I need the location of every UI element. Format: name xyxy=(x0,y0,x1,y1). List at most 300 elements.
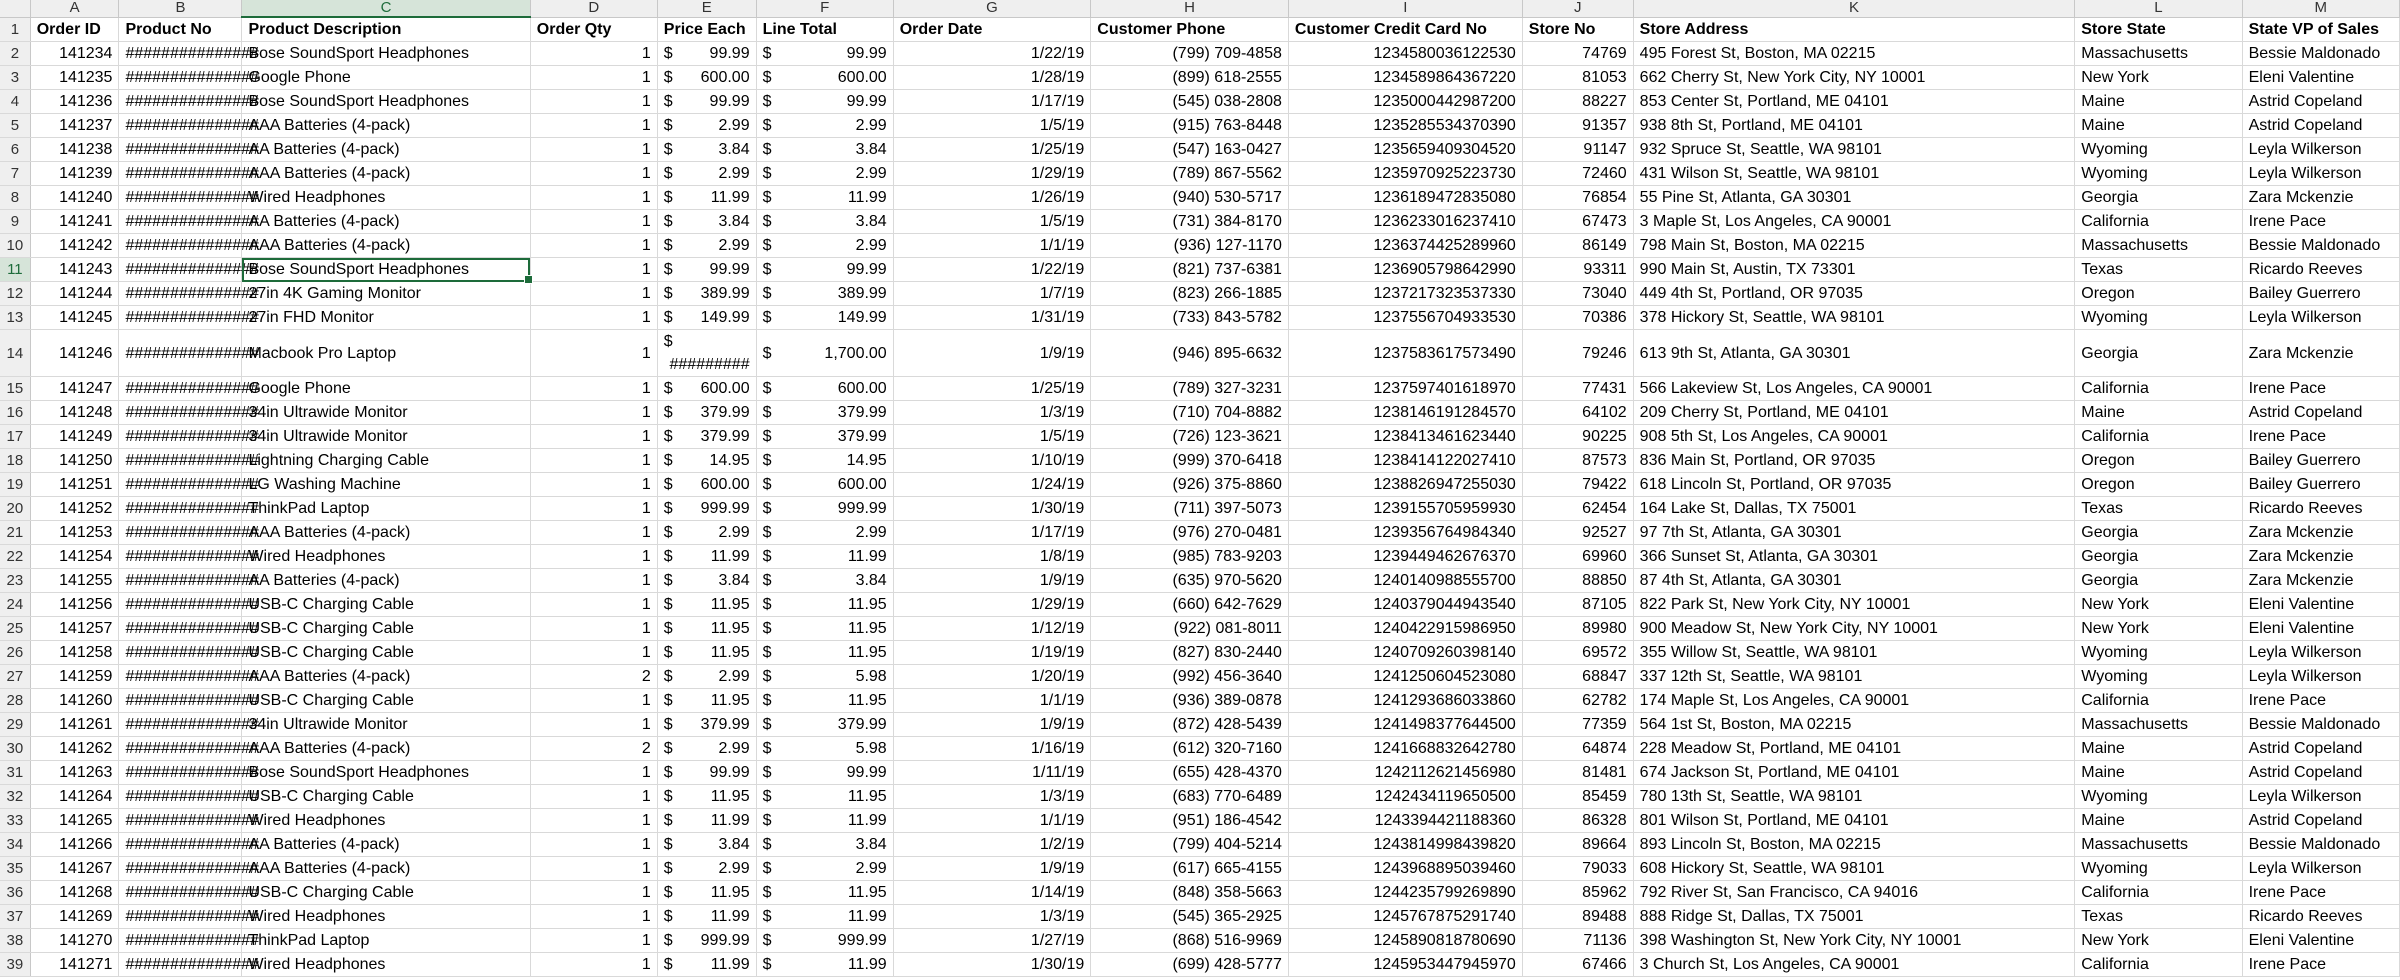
cell-order-qty[interactable]: 1 xyxy=(530,857,657,881)
row-header-14[interactable]: 14 xyxy=(0,330,30,377)
cell-customer-phone[interactable]: (922) 081-8011 xyxy=(1091,617,1289,641)
cell-store-no[interactable]: 88227 xyxy=(1522,90,1633,114)
cell-product-description[interactable]: Bose SoundSport Headphones xyxy=(242,42,530,66)
row-header-28[interactable]: 28 xyxy=(0,689,30,713)
row-header-34[interactable]: 34 xyxy=(0,833,30,857)
cell-customer-phone[interactable]: (868) 516-9969 xyxy=(1091,929,1289,953)
cell-line-total[interactable]: $ 11.95 xyxy=(756,617,893,641)
cell-store-no[interactable]: 69572 xyxy=(1522,641,1633,665)
cell-product-description[interactable]: USB-C Charging Cable xyxy=(242,881,530,905)
cell-credit-card-no[interactable]: 1240379044943540 xyxy=(1288,593,1522,617)
row-header-13[interactable]: 13 xyxy=(0,306,30,330)
column-header-k[interactable]: K xyxy=(1633,0,2075,17)
cell-store-no[interactable]: 88850 xyxy=(1522,569,1633,593)
column-header-c[interactable]: C xyxy=(242,0,530,17)
cell-product-no[interactable]: ############### xyxy=(119,761,242,785)
cell-credit-card-no[interactable]: 1236374425289960 xyxy=(1288,234,1522,258)
column-header-m[interactable]: M xyxy=(2242,0,2399,17)
cell-customer-phone[interactable]: (821) 737-6381 xyxy=(1091,258,1289,282)
cell-product-no[interactable]: ############### xyxy=(119,713,242,737)
cell-order-qty[interactable]: 1 xyxy=(530,569,657,593)
cell-store-address[interactable]: 564 1st St, Boston, MA 02215 xyxy=(1633,713,2075,737)
row-header-8[interactable]: 8 xyxy=(0,186,30,210)
cell-price-each[interactable]: $ 379.99 xyxy=(657,401,756,425)
cell-state-vp[interactable]: Bessie Maldonado xyxy=(2242,833,2399,857)
cell-store-no[interactable]: 93311 xyxy=(1522,258,1633,282)
cell-order-date[interactable]: 1/22/19 xyxy=(893,258,1091,282)
cell-product-no[interactable]: ############### xyxy=(119,210,242,234)
cell-state-vp[interactable]: Astrid Copeland xyxy=(2242,737,2399,761)
cell-credit-card-no[interactable]: 1235000442987200 xyxy=(1288,90,1522,114)
row-header-2[interactable]: 2 xyxy=(0,42,30,66)
cell-store-no[interactable]: 81053 xyxy=(1522,66,1633,90)
cell-product-description[interactable]: Macbook Pro Laptop xyxy=(242,330,530,377)
cell-product-no[interactable]: ############### xyxy=(119,425,242,449)
cell-store-address[interactable]: 164 Lake St, Dallas, TX 75001 xyxy=(1633,497,2075,521)
cell-product-description[interactable]: AA Batteries (4-pack) xyxy=(242,210,530,234)
cell-product-description[interactable]: Google Phone xyxy=(242,66,530,90)
cell-price-each[interactable]: $ 14.95 xyxy=(657,449,756,473)
cell-order-id[interactable]: 141241 xyxy=(30,210,119,234)
cell-store-address[interactable]: 366 Sunset St, Atlanta, GA 30301 xyxy=(1633,545,2075,569)
cell-store-no[interactable]: 64102 xyxy=(1522,401,1633,425)
cell-line-total[interactable]: $ 2.99 xyxy=(756,521,893,545)
cell-order-qty[interactable]: 1 xyxy=(530,401,657,425)
cell-order-id[interactable]: 141240 xyxy=(30,186,119,210)
cell-price-each[interactable]: $ 379.99 xyxy=(657,713,756,737)
row-header-6[interactable]: 6 xyxy=(0,138,30,162)
cell-product-description[interactable]: Lightning Charging Cable xyxy=(242,449,530,473)
cell-price-each[interactable]: $ 11.95 xyxy=(657,881,756,905)
column-header-g[interactable]: G xyxy=(893,0,1091,17)
cell-order-qty[interactable]: 1 xyxy=(530,521,657,545)
cell-product-description[interactable]: 34in Ultrawide Monitor xyxy=(242,401,530,425)
cell-order-date[interactable]: 1/9/19 xyxy=(893,569,1091,593)
column-header-f[interactable]: F xyxy=(756,0,893,17)
cell-store-no[interactable]: 72460 xyxy=(1522,162,1633,186)
cell-store-address[interactable]: 87 4th St, Atlanta, GA 30301 xyxy=(1633,569,2075,593)
cell-store-address[interactable]: 608 Hickory St, Seattle, WA 98101 xyxy=(1633,857,2075,881)
cell-price-each[interactable]: $ 2.99 xyxy=(657,234,756,258)
cell-product-no[interactable]: ############### xyxy=(119,785,242,809)
cell-store-state[interactable]: Texas xyxy=(2075,258,2242,282)
cell-product-no[interactable]: ############### xyxy=(119,138,242,162)
cell-order-date[interactable]: 1/28/19 xyxy=(893,66,1091,90)
row-header-3[interactable]: 3 xyxy=(0,66,30,90)
cell-order-date[interactable]: 1/26/19 xyxy=(893,186,1091,210)
cell-state-vp[interactable]: Astrid Copeland xyxy=(2242,401,2399,425)
row-header-7[interactable]: 7 xyxy=(0,162,30,186)
cell-state-vp[interactable]: Bailey Guerrero xyxy=(2242,449,2399,473)
cell-store-address[interactable]: 893 Lincoln St, Boston, MA 02215 xyxy=(1633,833,2075,857)
cell-order-qty[interactable]: 1 xyxy=(530,42,657,66)
cell-line-total[interactable]: $ 14.95 xyxy=(756,449,893,473)
cell-credit-card-no[interactable]: 1241250604523080 xyxy=(1288,665,1522,689)
cell-product-no[interactable]: ############### xyxy=(119,665,242,689)
cell-order-id[interactable]: 141248 xyxy=(30,401,119,425)
cell-price-each[interactable]: $ 11.99 xyxy=(657,905,756,929)
cell-price-each[interactable]: $ 2.99 xyxy=(657,857,756,881)
cell-price-each[interactable]: $ 11.95 xyxy=(657,641,756,665)
cell-store-address[interactable]: 566 Lakeview St, Los Angeles, CA 90001 xyxy=(1633,377,2075,401)
row-header-11[interactable]: 11 xyxy=(0,258,30,282)
cell-product-no[interactable]: ############### xyxy=(119,641,242,665)
cell-order-qty[interactable]: 1 xyxy=(530,593,657,617)
cell-store-address[interactable]: 613 9th St, Atlanta, GA 30301 xyxy=(1633,330,2075,377)
cell-store-no[interactable]: 79422 xyxy=(1522,473,1633,497)
cell-line-total[interactable]: $ 389.99 xyxy=(756,282,893,306)
cell-line-total[interactable]: $ 11.99 xyxy=(756,809,893,833)
cell-product-description[interactable]: AAA Batteries (4-pack) xyxy=(242,162,530,186)
cell-price-each[interactable]: $ 11.99 xyxy=(657,809,756,833)
cell-store-address[interactable]: 228 Meadow St, Portland, ME 04101 xyxy=(1633,737,2075,761)
row-header-15[interactable]: 15 xyxy=(0,377,30,401)
cell-order-qty[interactable]: 1 xyxy=(530,497,657,521)
cell-line-total[interactable]: $ 149.99 xyxy=(756,306,893,330)
cell-store-state[interactable]: Georgia xyxy=(2075,186,2242,210)
cell-state-vp[interactable]: Leyla Wilkerson xyxy=(2242,138,2399,162)
cell-store-no[interactable]: 74769 xyxy=(1522,42,1633,66)
cell-store-state[interactable]: Georgia xyxy=(2075,330,2242,377)
cell-state-vp[interactable]: Irene Pace xyxy=(2242,881,2399,905)
cell-price-each[interactable]: $ 379.99 xyxy=(657,425,756,449)
column-header-j[interactable]: J xyxy=(1522,0,1633,17)
cell-price-each[interactable]: $ 11.95 xyxy=(657,593,756,617)
header-cell-j[interactable]: Store No xyxy=(1522,17,1633,42)
header-cell-m[interactable]: State VP of Sales xyxy=(2242,17,2399,42)
cell-customer-phone[interactable]: (699) 428-5777 xyxy=(1091,953,1289,977)
cell-product-no[interactable]: ############### xyxy=(119,162,242,186)
cell-product-description[interactable]: USB-C Charging Cable xyxy=(242,641,530,665)
cell-state-vp[interactable]: Leyla Wilkerson xyxy=(2242,665,2399,689)
cell-store-state[interactable]: Massachusetts xyxy=(2075,713,2242,737)
cell-order-date[interactable]: 1/1/19 xyxy=(893,689,1091,713)
cell-credit-card-no[interactable]: 1235285534370390 xyxy=(1288,114,1522,138)
cell-order-date[interactable]: 1/5/19 xyxy=(893,425,1091,449)
cell-store-state[interactable]: Texas xyxy=(2075,905,2242,929)
cell-order-qty[interactable]: 1 xyxy=(530,545,657,569)
cell-store-state[interactable]: Maine xyxy=(2075,809,2242,833)
cell-store-address[interactable]: 853 Center St, Portland, ME 04101 xyxy=(1633,90,2075,114)
cell-line-total[interactable]: $ 5.98 xyxy=(756,737,893,761)
cell-state-vp[interactable]: Astrid Copeland xyxy=(2242,114,2399,138)
cell-order-qty[interactable]: 1 xyxy=(530,617,657,641)
cell-order-qty[interactable]: 1 xyxy=(530,905,657,929)
cell-order-id[interactable]: 141244 xyxy=(30,282,119,306)
header-cell-g[interactable]: Order Date xyxy=(893,17,1091,42)
cell-store-state[interactable]: New York xyxy=(2075,593,2242,617)
cell-customer-phone[interactable]: (711) 397-5073 xyxy=(1091,497,1289,521)
cell-line-total[interactable]: $ 11.95 xyxy=(756,881,893,905)
cell-order-id[interactable]: 141259 xyxy=(30,665,119,689)
cell-store-no[interactable]: 71136 xyxy=(1522,929,1633,953)
cell-customer-phone[interactable]: (655) 428-4370 xyxy=(1091,761,1289,785)
cell-price-each[interactable]: $ 999.99 xyxy=(657,497,756,521)
cell-product-no[interactable]: ############### xyxy=(119,593,242,617)
cell-store-no[interactable]: 89664 xyxy=(1522,833,1633,857)
cell-price-each[interactable]: $ 99.99 xyxy=(657,761,756,785)
cell-order-id[interactable]: 141255 xyxy=(30,569,119,593)
cell-order-qty[interactable]: 1 xyxy=(530,641,657,665)
cell-store-address[interactable]: 337 12th St, Seattle, WA 98101 xyxy=(1633,665,2075,689)
cell-store-no[interactable]: 77359 xyxy=(1522,713,1633,737)
cell-credit-card-no[interactable]: 1239356764984340 xyxy=(1288,521,1522,545)
cell-credit-card-no[interactable]: 1238826947255030 xyxy=(1288,473,1522,497)
row-header-35[interactable]: 35 xyxy=(0,857,30,881)
row-header-18[interactable]: 18 xyxy=(0,449,30,473)
cell-product-no[interactable]: ############### xyxy=(119,617,242,641)
cell-credit-card-no[interactable]: 1237597401618970 xyxy=(1288,377,1522,401)
cell-store-state[interactable]: California xyxy=(2075,210,2242,234)
cell-customer-phone[interactable]: (985) 783-9203 xyxy=(1091,545,1289,569)
cell-credit-card-no[interactable]: 1237583617573490 xyxy=(1288,330,1522,377)
select-all-corner[interactable] xyxy=(0,0,30,17)
cell-store-no[interactable]: 91147 xyxy=(1522,138,1633,162)
header-cell-l[interactable]: Store State xyxy=(2075,17,2242,42)
cell-store-no[interactable]: 68847 xyxy=(1522,665,1633,689)
cell-order-date[interactable]: 1/11/19 xyxy=(893,761,1091,785)
cell-product-no[interactable]: ############### xyxy=(119,473,242,497)
cell-order-date[interactable]: 1/1/19 xyxy=(893,234,1091,258)
cell-customer-phone[interactable]: (926) 375-8860 xyxy=(1091,473,1289,497)
cell-order-id[interactable]: 141261 xyxy=(30,713,119,737)
cell-customer-phone[interactable]: (547) 163-0427 xyxy=(1091,138,1289,162)
cell-price-each[interactable]: $ 11.95 xyxy=(657,617,756,641)
cell-product-description[interactable]: AAA Batteries (4-pack) xyxy=(242,737,530,761)
cell-state-vp[interactable]: Bessie Maldonado xyxy=(2242,713,2399,737)
cell-product-no[interactable]: ############### xyxy=(119,66,242,90)
cell-order-qty[interactable]: 1 xyxy=(530,330,657,377)
cell-product-no[interactable]: ############### xyxy=(119,857,242,881)
cell-customer-phone[interactable]: (635) 970-5620 xyxy=(1091,569,1289,593)
cell-order-qty[interactable]: 1 xyxy=(530,833,657,857)
cell-store-state[interactable]: Wyoming xyxy=(2075,785,2242,809)
cell-customer-phone[interactable]: (660) 642-7629 xyxy=(1091,593,1289,617)
cell-credit-card-no[interactable]: 1234589864367220 xyxy=(1288,66,1522,90)
cell-store-state[interactable]: Oregon xyxy=(2075,449,2242,473)
cell-state-vp[interactable]: Bessie Maldonado xyxy=(2242,42,2399,66)
cell-store-state[interactable]: Wyoming xyxy=(2075,641,2242,665)
cell-state-vp[interactable]: Leyla Wilkerson xyxy=(2242,641,2399,665)
row-header-1[interactable]: 1 xyxy=(0,17,30,42)
cell-order-date[interactable]: 1/31/19 xyxy=(893,306,1091,330)
cell-credit-card-no[interactable]: 1238413461623440 xyxy=(1288,425,1522,449)
cell-price-each[interactable]: $ 600.00 xyxy=(657,377,756,401)
cell-order-id[interactable]: 141268 xyxy=(30,881,119,905)
row-header-33[interactable]: 33 xyxy=(0,809,30,833)
cell-order-qty[interactable]: 1 xyxy=(530,162,657,186)
cell-store-state[interactable]: California xyxy=(2075,425,2242,449)
cell-store-address[interactable]: 900 Meadow St, New York City, NY 10001 xyxy=(1633,617,2075,641)
cell-store-state[interactable]: Georgia xyxy=(2075,521,2242,545)
row-header-26[interactable]: 26 xyxy=(0,641,30,665)
cell-order-date[interactable]: 1/19/19 xyxy=(893,641,1091,665)
cell-order-qty[interactable]: 1 xyxy=(530,953,657,977)
cell-credit-card-no[interactable]: 1240709260398140 xyxy=(1288,641,1522,665)
cell-store-address[interactable]: 618 Lincoln St, Portland, OR 97035 xyxy=(1633,473,2075,497)
cell-line-total[interactable]: $ 11.99 xyxy=(756,186,893,210)
cell-store-no[interactable]: 89980 xyxy=(1522,617,1633,641)
header-cell-b[interactable]: Product No xyxy=(119,17,242,42)
cell-price-each[interactable]: $ 2.99 xyxy=(657,737,756,761)
cell-line-total[interactable]: $ 2.99 xyxy=(756,162,893,186)
cell-line-total[interactable]: $ 3.84 xyxy=(756,569,893,593)
cell-product-no[interactable]: ############### xyxy=(119,90,242,114)
cell-price-each[interactable]: $ ######### xyxy=(657,330,756,377)
cell-line-total[interactable]: $ 600.00 xyxy=(756,66,893,90)
row-header-38[interactable]: 38 xyxy=(0,929,30,953)
row-header-19[interactable]: 19 xyxy=(0,473,30,497)
cell-store-no[interactable]: 67473 xyxy=(1522,210,1633,234)
cell-line-total[interactable]: $ 999.99 xyxy=(756,929,893,953)
cell-product-no[interactable]: ############### xyxy=(119,929,242,953)
cell-customer-phone[interactable]: (827) 830-2440 xyxy=(1091,641,1289,665)
row-header-12[interactable]: 12 xyxy=(0,282,30,306)
cell-store-address[interactable]: 798 Main St, Boston, MA 02215 xyxy=(1633,234,2075,258)
cell-customer-phone[interactable]: (940) 530-5717 xyxy=(1091,186,1289,210)
cell-product-no[interactable]: ############### xyxy=(119,689,242,713)
cell-line-total[interactable]: $ 379.99 xyxy=(756,401,893,425)
cell-state-vp[interactable]: Eleni Valentine xyxy=(2242,929,2399,953)
cell-order-qty[interactable]: 1 xyxy=(530,234,657,258)
cell-product-description[interactable]: 27in 4K Gaming Monitor xyxy=(242,282,530,306)
row-header-24[interactable]: 24 xyxy=(0,593,30,617)
cell-store-address[interactable]: 662 Cherry St, New York City, NY 10001 xyxy=(1633,66,2075,90)
cell-state-vp[interactable]: Zara Mckenzie xyxy=(2242,521,2399,545)
cell-order-id[interactable]: 141264 xyxy=(30,785,119,809)
cell-order-qty[interactable]: 1 xyxy=(530,881,657,905)
cell-store-state[interactable]: California xyxy=(2075,689,2242,713)
cell-store-address[interactable]: 990 Main St, Austin, TX 73301 xyxy=(1633,258,2075,282)
cell-line-total[interactable]: $ 3.84 xyxy=(756,138,893,162)
cell-customer-phone[interactable]: (789) 327-3231 xyxy=(1091,377,1289,401)
cell-customer-phone[interactable]: (976) 270-0481 xyxy=(1091,521,1289,545)
cell-customer-phone[interactable]: (726) 123-3621 xyxy=(1091,425,1289,449)
cell-store-state[interactable]: Texas xyxy=(2075,497,2242,521)
cell-store-state[interactable]: Maine xyxy=(2075,761,2242,785)
cell-price-each[interactable]: $ 99.99 xyxy=(657,258,756,282)
cell-store-address[interactable]: 174 Maple St, Los Angeles, CA 90001 xyxy=(1633,689,2075,713)
cell-product-no[interactable]: ############### xyxy=(119,953,242,977)
cell-line-total[interactable]: $ 11.99 xyxy=(756,953,893,977)
cell-product-description[interactable]: USB-C Charging Cable xyxy=(242,785,530,809)
cell-product-description[interactable]: AA Batteries (4-pack) xyxy=(242,138,530,162)
cell-line-total[interactable]: $ 1,700.00 xyxy=(756,330,893,377)
cell-order-id[interactable]: 141258 xyxy=(30,641,119,665)
row-header-20[interactable]: 20 xyxy=(0,497,30,521)
cell-order-date[interactable]: 1/3/19 xyxy=(893,401,1091,425)
cell-state-vp[interactable]: Irene Pace xyxy=(2242,210,2399,234)
cell-order-id[interactable]: 141246 xyxy=(30,330,119,377)
cell-line-total[interactable]: $ 99.99 xyxy=(756,42,893,66)
cell-price-each[interactable]: $ 11.99 xyxy=(657,545,756,569)
cell-customer-phone[interactable]: (799) 404-5214 xyxy=(1091,833,1289,857)
cell-store-address[interactable]: 209 Cherry St, Portland, ME 04101 xyxy=(1633,401,2075,425)
cell-order-id[interactable]: 141239 xyxy=(30,162,119,186)
cell-order-qty[interactable]: 1 xyxy=(530,138,657,162)
cell-store-address[interactable]: 3 Maple St, Los Angeles, CA 90001 xyxy=(1633,210,2075,234)
cell-store-address[interactable]: 836 Main St, Portland, OR 97035 xyxy=(1633,449,2075,473)
cell-order-id[interactable]: 141252 xyxy=(30,497,119,521)
cell-state-vp[interactable]: Ricardo Reeves xyxy=(2242,258,2399,282)
cell-order-qty[interactable]: 1 xyxy=(530,473,657,497)
cell-order-id[interactable]: 141263 xyxy=(30,761,119,785)
row-header-25[interactable]: 25 xyxy=(0,617,30,641)
cell-credit-card-no[interactable]: 1240422915986950 xyxy=(1288,617,1522,641)
cell-price-each[interactable]: $ 2.99 xyxy=(657,521,756,545)
cell-product-description[interactable]: AAA Batteries (4-pack) xyxy=(242,114,530,138)
cell-order-qty[interactable]: 1 xyxy=(530,210,657,234)
cell-product-description[interactable]: Google Phone xyxy=(242,377,530,401)
cell-product-description[interactable]: AA Batteries (4-pack) xyxy=(242,569,530,593)
cell-line-total[interactable]: $ 2.99 xyxy=(756,114,893,138)
cell-order-date[interactable]: 1/9/19 xyxy=(893,330,1091,377)
cell-product-no[interactable]: ############### xyxy=(119,282,242,306)
column-header-a[interactable]: A xyxy=(30,0,119,17)
cell-state-vp[interactable]: Leyla Wilkerson xyxy=(2242,857,2399,881)
row-header-37[interactable]: 37 xyxy=(0,905,30,929)
cell-product-no[interactable]: ############### xyxy=(119,737,242,761)
header-cell-h[interactable]: Customer Phone xyxy=(1091,17,1289,42)
column-header-l[interactable]: L xyxy=(2075,0,2242,17)
cell-order-id[interactable]: 141256 xyxy=(30,593,119,617)
cell-line-total[interactable]: $ 379.99 xyxy=(756,425,893,449)
cell-product-description[interactable]: USB-C Charging Cable xyxy=(242,593,530,617)
cell-order-date[interactable]: 1/22/19 xyxy=(893,42,1091,66)
cell-credit-card-no[interactable]: 1241498377644500 xyxy=(1288,713,1522,737)
cell-store-state[interactable]: Massachusetts xyxy=(2075,42,2242,66)
cell-price-each[interactable]: $ 3.84 xyxy=(657,569,756,593)
column-header-e[interactable]: E xyxy=(657,0,756,17)
cell-product-description[interactable]: LG Washing Machine xyxy=(242,473,530,497)
cell-store-no[interactable]: 91357 xyxy=(1522,114,1633,138)
cell-order-qty[interactable]: 1 xyxy=(530,785,657,809)
cell-store-state[interactable]: Oregon xyxy=(2075,282,2242,306)
cell-store-state[interactable]: California xyxy=(2075,953,2242,977)
row-header-23[interactable]: 23 xyxy=(0,569,30,593)
cell-store-address[interactable]: 431 Wilson St, Seattle, WA 98101 xyxy=(1633,162,2075,186)
row-header-30[interactable]: 30 xyxy=(0,737,30,761)
cell-order-id[interactable]: 141242 xyxy=(30,234,119,258)
cell-order-qty[interactable]: 1 xyxy=(530,377,657,401)
cell-store-no[interactable]: 67466 xyxy=(1522,953,1633,977)
cell-price-each[interactable]: $ 389.99 xyxy=(657,282,756,306)
cell-credit-card-no[interactable]: 1236905798642990 xyxy=(1288,258,1522,282)
cell-state-vp[interactable]: Ricardo Reeves xyxy=(2242,905,2399,929)
row-header-29[interactable]: 29 xyxy=(0,713,30,737)
cell-order-date[interactable]: 1/20/19 xyxy=(893,665,1091,689)
cell-customer-phone[interactable]: (733) 843-5782 xyxy=(1091,306,1289,330)
cell-store-state[interactable]: Maine xyxy=(2075,401,2242,425)
cell-store-state[interactable]: Wyoming xyxy=(2075,857,2242,881)
cell-store-no[interactable]: 77431 xyxy=(1522,377,1633,401)
cell-product-no[interactable]: ############### xyxy=(119,42,242,66)
cell-price-each[interactable]: $ 11.95 xyxy=(657,689,756,713)
cell-order-id[interactable]: 141251 xyxy=(30,473,119,497)
cell-store-no[interactable]: 76854 xyxy=(1522,186,1633,210)
cell-product-no[interactable]: ############### xyxy=(119,449,242,473)
cell-price-each[interactable]: $ 999.99 xyxy=(657,929,756,953)
cell-store-no[interactable]: 73040 xyxy=(1522,282,1633,306)
row-header-27[interactable]: 27 xyxy=(0,665,30,689)
cell-credit-card-no[interactable]: 1235659409304520 xyxy=(1288,138,1522,162)
cell-price-each[interactable]: $ 600.00 xyxy=(657,473,756,497)
header-cell-a[interactable]: Order ID xyxy=(30,17,119,42)
cell-store-address[interactable]: 55 Pine St, Atlanta, GA 30301 xyxy=(1633,186,2075,210)
cell-state-vp[interactable]: Zara Mckenzie xyxy=(2242,330,2399,377)
cell-line-total[interactable]: $ 3.84 xyxy=(756,833,893,857)
column-header-i[interactable]: I xyxy=(1288,0,1522,17)
